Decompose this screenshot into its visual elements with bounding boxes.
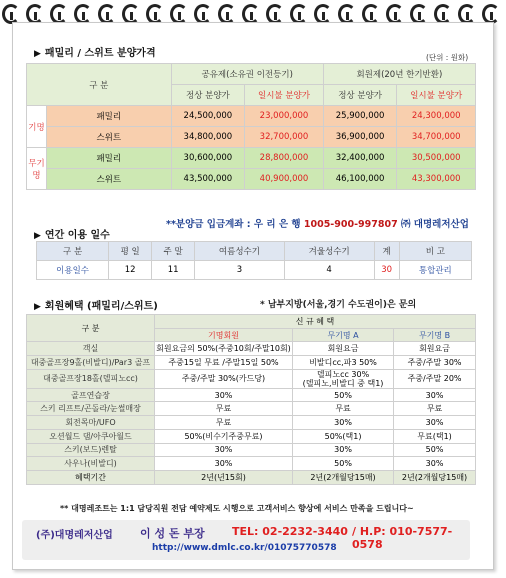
unit-label: (단위 : 원화) (426, 53, 469, 62)
benefit-label: 스키(보드)렌탈 (27, 443, 155, 457)
usage-header: 평 일 (109, 242, 152, 261)
benefit-cell: 2년(년15회) (155, 470, 293, 484)
benefit-label: 혜택기간 (27, 470, 155, 484)
benefit-cell: 30% (394, 388, 476, 402)
binding-ring-icon (264, 0, 281, 24)
section-title-pricing: ▶ 패밀리 / 스위트 분양가격 (34, 48, 156, 59)
price-cell: 32,400,000 (323, 148, 397, 169)
price-cell: 24,500,000 (171, 106, 245, 127)
triangle-bullet-icon: ▶ (34, 302, 41, 312)
benefit-label: 사우나(비발디) (27, 457, 155, 471)
bank-account-line (166, 216, 469, 230)
row-type: 스위트 (47, 127, 172, 148)
bank-prefix: **분양금 입금계좌 : (166, 219, 251, 230)
contact-url[interactable]: http://www.dmlc.co.kr/01075770578 (152, 543, 337, 553)
price-cell: 23,000,000 (245, 106, 324, 127)
price-cell: 40,900,000 (245, 169, 324, 190)
contact-hp: / H.P: 010-7577-0578 (352, 525, 453, 551)
col-anon-b: 무기명 B (394, 328, 476, 342)
benefit-cell: 50% (394, 443, 476, 457)
benefit-cell: 50% (293, 457, 394, 471)
binding-ring-icon (216, 0, 233, 24)
header-lump: 일시불 분양가 (397, 85, 476, 106)
benefit-label: 오션월드 댐/아쿠아월드 (27, 429, 155, 443)
section-title-usage: ▶ 연간 이용 일수 (34, 230, 110, 241)
binding-ring-icon (168, 0, 185, 24)
usage-cell: 통합관리 (399, 261, 471, 280)
region-note: * 남부지방(서울,경기 수도권이)은 문의 (260, 300, 417, 310)
usage-header: 구 분 (37, 242, 109, 261)
binding-ring-icon (96, 0, 113, 24)
usage-cell: 12 (109, 261, 152, 280)
benefit-cell: 30% (394, 416, 476, 430)
price-cell: 24,300,000 (397, 106, 476, 127)
pricing-table (26, 63, 476, 190)
header-group: 구 분 (27, 64, 172, 106)
binding-ring-icon (312, 0, 329, 24)
benefit-cell: 주중/주말 30% (394, 356, 476, 370)
binding-ring-icon (144, 0, 161, 24)
binding-ring-icon (72, 0, 89, 24)
binding-ring-icon (192, 0, 209, 24)
price-cell: 43,300,000 (397, 169, 476, 190)
usage-cell: 이용일수 (37, 261, 109, 280)
benefit-cell: 델피노cc 30% (델피노,비발디 중 택1) (293, 369, 394, 388)
binding-ring-icon (456, 0, 473, 24)
price-cell: 30,500,000 (397, 148, 476, 169)
header-lump: 일시불 분양가 (245, 85, 324, 106)
benefits-table (26, 314, 476, 485)
spiral-binding (0, 0, 506, 24)
row-type: 스위트 (47, 169, 172, 190)
contact-tel: TEL: 02-2232-3440 (232, 525, 348, 538)
header-col-b: 회원제(20년 한기반환) (323, 64, 475, 85)
benefit-cell: 무료 (155, 416, 293, 430)
benefit-cell: 30% (155, 443, 293, 457)
benefit-cell: 회원요금 (394, 342, 476, 356)
benefit-cell: 30% (155, 457, 293, 471)
binding-ring-icon (336, 0, 353, 24)
benefit-cell: 무료 (394, 402, 476, 416)
row-type: 패밀리 (47, 106, 172, 127)
bank-name: 우 리 은 행 (253, 219, 301, 230)
binding-ring-icon (384, 0, 401, 24)
binding-ring-icon (480, 0, 497, 24)
usage-cell: 30 (374, 261, 399, 280)
price-cell: 30,600,000 (171, 148, 245, 169)
triangle-bullet-icon: ▶ (34, 49, 41, 59)
price-cell: 25,900,000 (323, 106, 397, 127)
header-normal: 정상 분양가 (323, 85, 397, 106)
benefit-header-group: 구 분 (27, 315, 155, 342)
price-cell: 36,900,000 (323, 127, 397, 148)
header-normal: 정상 분양가 (171, 85, 245, 106)
group-label: 기명 (27, 106, 47, 148)
benefit-cell: 30% (394, 457, 476, 471)
contact-company: (주)대명레저산업 (36, 530, 113, 541)
binding-ring-icon (240, 0, 257, 24)
price-cell: 46,100,000 (323, 169, 397, 190)
usage-cell: 11 (152, 261, 195, 280)
triangle-bullet-icon: ▶ (34, 231, 41, 241)
usage-header: 비 고 (399, 242, 471, 261)
usage-header: 계 (374, 242, 399, 261)
benefit-cell: 30% (155, 388, 293, 402)
usage-cell: 4 (284, 261, 374, 280)
benefit-cell: 무료(택1) (394, 429, 476, 443)
binding-ring-icon (432, 0, 449, 24)
benefit-cell: 무료 (293, 402, 394, 416)
service-note: ** 대명레조트는 1:1 담당직원 전담 예약제도 시행으로 고객서비스 향상에 서비스 만족을 드립니다~ (60, 504, 414, 513)
binding-ring-icon (360, 0, 377, 24)
benefit-cell: 30% (293, 416, 394, 430)
col-anon-a: 무기명 A (293, 328, 394, 342)
benefit-label: 골프연습장 (27, 388, 155, 402)
col-named: 기명회원 (155, 328, 293, 342)
binding-ring-icon (408, 0, 425, 24)
usage-header: 겨울성수기 (284, 242, 374, 261)
price-cell: 43,500,000 (171, 169, 245, 190)
benefit-label: 스키 리프트/곤돌라/눈썰매장 (27, 402, 155, 416)
usage-cell: 3 (195, 261, 285, 280)
benefit-cell: 2년(2개월당15매) (293, 470, 394, 484)
section-title-benefits: ▶ 회원혜택 (패밀리/스위트) (34, 301, 158, 312)
benefit-header: 신 규 혜 택 (155, 315, 476, 329)
benefit-cell: 50%(택1) (293, 429, 394, 443)
contact-footer (22, 520, 470, 560)
usage-table (36, 241, 472, 280)
bank-account-number: 1005-900-997807 (303, 219, 398, 230)
contact-person: 이 성 돈 부장 (140, 527, 205, 540)
binding-ring-icon (120, 0, 137, 24)
benefit-cell: 회원요금의 50%(주중10회/주말10회) (155, 342, 293, 356)
benefit-label: 대중골프장9홀(비발디)/Par3 골프 (27, 356, 155, 370)
binding-ring-icon (0, 0, 17, 24)
benefit-label: 회전목마/UFO (27, 416, 155, 430)
benefit-cell: 50%(비수기주중무료) (155, 429, 293, 443)
benefit-cell: 주중15일 무료 /주말15일 50% (155, 356, 293, 370)
binding-ring-icon (24, 0, 41, 24)
bank-holder: ㈜ 대명레저산업 (401, 219, 469, 230)
benefit-cell: 주중/주말 20% (394, 369, 476, 388)
price-cell: 34,700,000 (397, 127, 476, 148)
usage-header: 주 말 (152, 242, 195, 261)
price-cell: 28,800,000 (245, 148, 324, 169)
benefit-cell: 비발디cc,파3 50% (293, 356, 394, 370)
benefit-cell: 무료 (155, 402, 293, 416)
benefit-cell: 2년(2개월당15매) (394, 470, 476, 484)
usage-header: 여름성수기 (195, 242, 285, 261)
row-type: 패밀리 (47, 148, 172, 169)
benefit-label: 객실 (27, 342, 155, 356)
binding-ring-icon (288, 0, 305, 24)
benefit-cell: 회원요금 (293, 342, 394, 356)
price-cell: 34,800,000 (171, 127, 245, 148)
benefit-cell: 50% (293, 388, 394, 402)
binding-ring-icon (48, 0, 65, 24)
benefit-cell: 주중/주말 30%(카드당) (155, 369, 293, 388)
benefit-cell: 30% (293, 443, 394, 457)
price-cell: 32,700,000 (245, 127, 324, 148)
header-col-a: 공유제(소유권 이전등기) (171, 64, 323, 85)
group-label: 무기명 (27, 148, 47, 190)
benefit-label: 대중골프장18홀(델피노cc) (27, 369, 155, 388)
